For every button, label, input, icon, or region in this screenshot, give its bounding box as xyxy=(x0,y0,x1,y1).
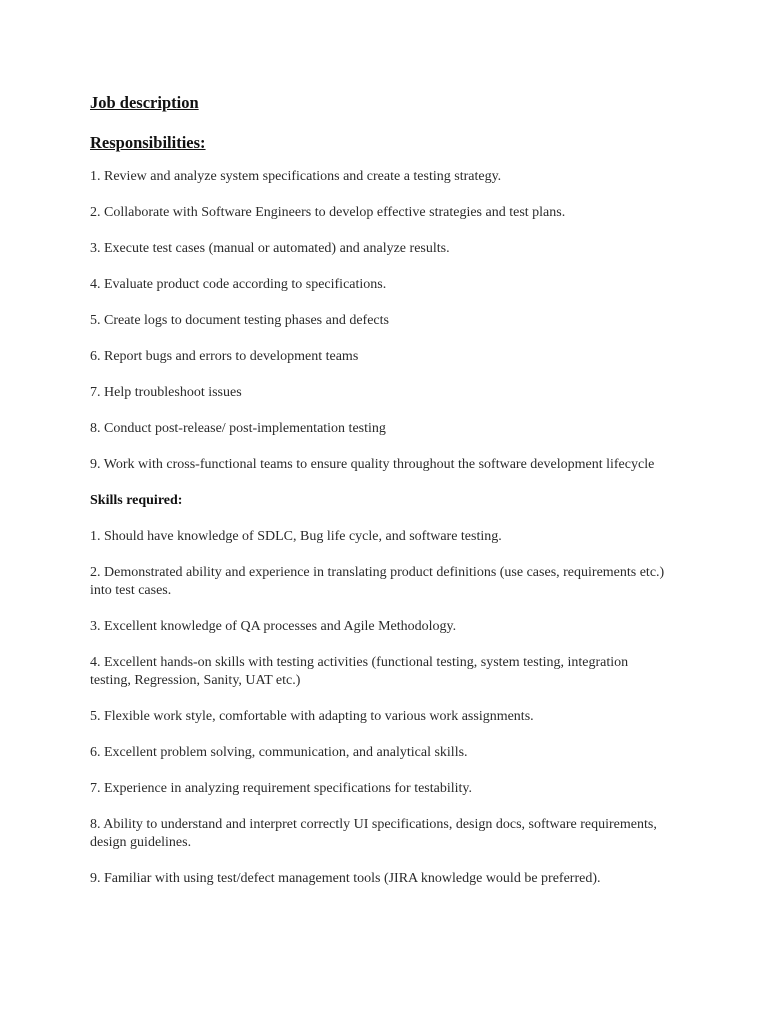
responsibility-item: 4. Evaluate product code according to specifications. xyxy=(90,277,387,292)
document-page xyxy=(90,92,670,906)
skill-item: 7. Experience in analyzing requirement specifications for testability. xyxy=(90,781,473,796)
responsibility-item: 6. Report bugs and errors to development teams xyxy=(90,349,359,364)
responsibility-item: 2. Collaborate with Software Engineers to develop effective strategies and test plans. xyxy=(90,205,566,220)
skill-item: 2. Demonstrated ability and experience in translating product definitions (use cases, requirements etc.) into test cases. xyxy=(90,565,665,598)
responsibility-item: 9. Work with cross-functional teams to ensure quality throughout the software development lifecycle xyxy=(90,457,655,472)
responsibility-item: 1. Review and analyze system specifications and create a testing strategy. xyxy=(90,169,502,184)
skill-item: 3. Excellent knowledge of QA processes and Agile Methodology. xyxy=(90,619,457,634)
responsibility-item: 3. Execute test cases (manual or automated) and analyze results. xyxy=(90,241,450,256)
skill-item: 8. Ability to understand and interpret correctly UI specifications, design docs, software requirements, design guidelines. xyxy=(90,817,657,850)
skill-item: 4. Excellent hands-on skills with testing activities (functional testing, system testing, integration testing, Regression, Sanity, UAT etc.) xyxy=(90,655,629,688)
responsibilities-heading: Responsibilities: xyxy=(90,133,206,152)
responsibility-item: 8. Conduct post-release/ post-implementation testing xyxy=(90,421,386,436)
skills-list xyxy=(90,528,670,888)
responsibility-item: 7. Help troubleshoot issues xyxy=(90,385,242,400)
skill-item: 6. Excellent problem solving, communication, and analytical skills. xyxy=(90,745,468,760)
skill-item: 1. Should have knowledge of SDLC, Bug life cycle, and software testing. xyxy=(90,529,502,544)
responsibility-item: 5. Create logs to document testing phases and defects xyxy=(90,313,389,328)
skill-item: 5. Flexible work style, comfortable with adapting to various work assignments. xyxy=(90,709,534,724)
document-title: Job description xyxy=(90,93,199,112)
skills-heading: Skills required: xyxy=(90,493,183,508)
responsibilities-list xyxy=(90,168,670,474)
skill-item: 9. Familiar with using test/defect management tools (JIRA knowledge would be preferred). xyxy=(90,871,601,886)
